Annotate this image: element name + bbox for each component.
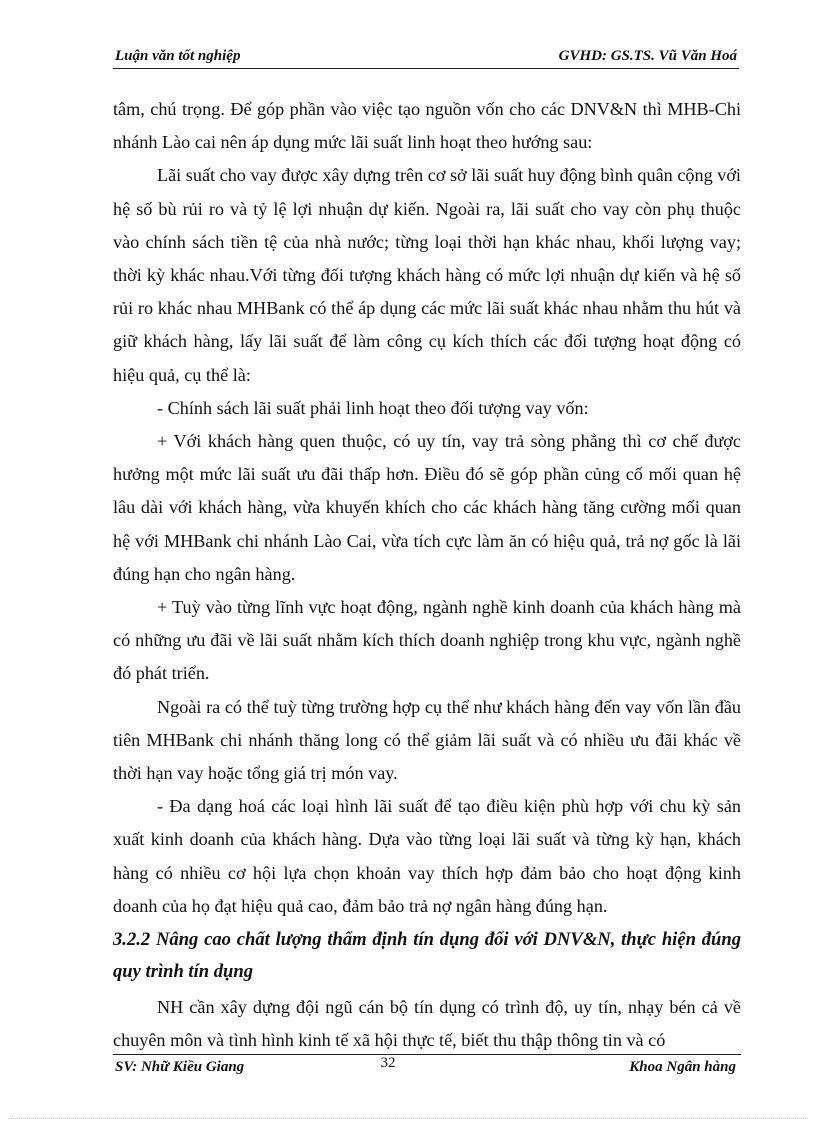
header-supervisor: GVHD: GS.TS. Vũ Văn Hoá: [558, 48, 737, 64]
paragraph-familiar-customers: + Với khách hàng quen thuộc, có uy tín, vay trả sòng phẳng thì cơ chế được hưởng một mức lãi suất ưu đãi thấp hơn. Điều đó sẽ góp phần củng cố mối quan hệ lâu dài với khách hàng, vừa khuyến khích cho các khách hàng tăng cường mối quan hệ với MHBank chi nhánh Lào Cai, vừa tích cực làm ăn có hiệu quả, trả nợ gốc là lãi đúng hạn cho ngân hàng.: [113, 431, 741, 584]
paragraph-first-time-borrowers: Ngoài ra có thể tuỳ từng trường hợp cụ thể như khách hàng đến vay vốn lần đầu tiên MHBank chi nhánh thăng long có thể giảm lãi suất và có nhiều ưu đãi khác về thời hạn vay hoặc tổng giá trị món vay.: [113, 696, 741, 784]
section-heading: 3.2.2 Nâng cao chất lượng thẩm định tín dụng đối với DNV&N, thực hiện đúng quy trình tín dụng: [113, 929, 741, 983]
footer-student: SV: Nhữ Kiều Giang: [115, 1059, 245, 1075]
paragraph-interest-rate-basis: Lãi suất cho vay được xây dựng trên cơ sở lãi suất huy động bình quân cộng với hệ số bù rủi ro và tỷ lệ lợi nhuận dự kiến. Ngoài ra, lãi suất cho vay còn phụ thuộc vào chính sách tiền tệ của nhà nước; từng loại thời hạn khác nhau, khối lượng vay; thời kỳ khác nhau.Với từng đối tượng khách hàng có mức lợi nhuận dự kiến và hệ số rủi ro khác nhau MHBank có thể áp dụng các mức lãi suất khác nhau nhằm thu hút và giữ khách hàng, lấy lãi suất để làm công cụ kích thích các đối tượng hoạt động có hiệu quả, cụ thể là:: [113, 165, 741, 385]
page-header: [113, 44, 739, 69]
paragraph-policy-flexible: - Chính sách lãi suất phải linh hoạt theo đối tượng vay vốn:: [157, 397, 589, 418]
header-thesis-title: Luận văn tốt nghiệp: [115, 48, 241, 64]
footer-faculty: Khoa Ngân hàng: [629, 1059, 736, 1075]
document-body: [113, 93, 741, 1057]
paragraph-continuation: tâm, chú trọng. Để góp phần vào việc tạo nguồn vốn cho các DNV&N thì MHB-Chi nhánh Lào cai nên áp dụng mức lãi suất linh hoạt theo hướng sau:: [113, 99, 741, 153]
paragraph-diversify-rates: - Đa dạng hoá các loại hình lãi suất để tạo điều kiện phù hợp với chu kỳ sản xuất kinh doanh của khách hàng. Dựa vào từng loại lãi suất và từng kỳ hạn, khách hàng có nhiều cơ hội lựa chọn khoản vay thích hợp đảm bảo cho hoạt động kinh doanh của họ đạt hiệu quả cao, đảm bảo trả nợ ngân hàng đúng hạn.: [113, 796, 741, 916]
paragraph-credit-staff: NH cần xây dựng đội ngũ cán bộ tín dụng có trình độ, uy tín, nhạy bén cả về chuyên môn và tình hình kinh tế xã hội thực tế, biết thu thập thông tin và có: [113, 997, 741, 1051]
page-number: 32: [380, 1055, 396, 1071]
paragraph-sector-incentives: + Tuỳ vào từng lĩnh vực hoạt động, ngành nghề kinh doanh của khách hàng mà có những ưu đãi về lãi suất nhằm kích thích doanh nghiệp trong khu vực, ngành nghề đó phát triển.: [113, 597, 741, 684]
page-bottom-edge: [8, 1118, 808, 1119]
